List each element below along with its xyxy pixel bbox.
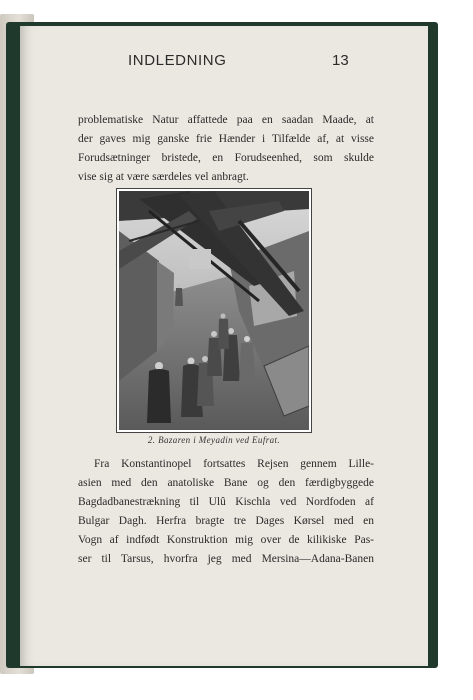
text-line: ser til Tarsus, hvorfra jeg med Mersina—Adana-Banen <box>78 553 374 565</box>
figure-frame <box>116 188 312 433</box>
text-line: der gaves mig ganske frie Hænder i Tilfælde af, at visse <box>78 133 374 145</box>
text-line: Forudsætninger bristede, en Forudseenhed, som skulde <box>78 152 374 164</box>
text-line: vise sig at være særdeles vel anbragt. <box>78 171 249 183</box>
running-head: INDLEDNING <box>128 52 227 69</box>
text-line: Vogn af indfødt Konstruktion mig over de kilikiske Pas- <box>78 534 374 546</box>
text-line: problematiske Natur affattede paa en saadan Maade, at <box>78 114 374 126</box>
figure-caption: 2. Bazaren i Meyadin ved Eufrat. <box>147 435 281 445</box>
bazaar-photograph <box>119 191 309 430</box>
text-line: Bagdadbanestrækning til Ulû Kischla ved Nordfoden af <box>78 496 374 508</box>
bazaar-photograph-drawing <box>119 191 309 430</box>
page-number: 13 <box>332 52 349 69</box>
text-line: Bulgar Dagh. Herfra bragte tre Dages Kørsel med en <box>78 515 374 527</box>
paragraph-top <box>78 111 374 187</box>
paragraph-bottom <box>78 455 374 569</box>
text-line: asien med den anatoliske Bane og den færdigbyggede <box>78 477 374 489</box>
text-line: Fra Konstantinopel fortsattes Rejsen gennem Lille- <box>94 458 374 470</box>
